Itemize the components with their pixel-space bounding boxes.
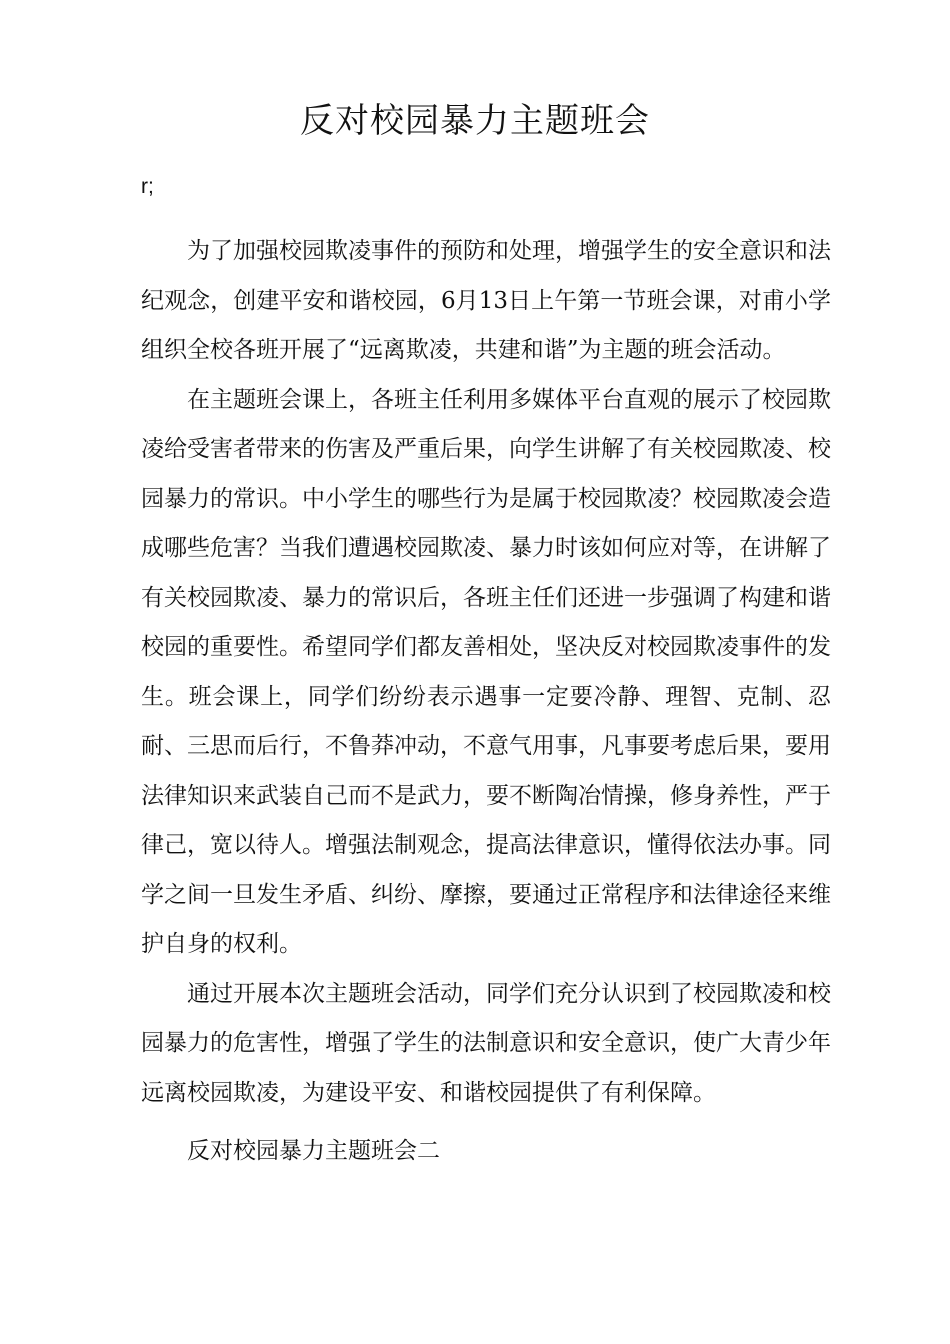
paragraph-conclusion: 通过开展本次主题班会活动，同学们充分认识到了校园欺凌和校园暴力的危害性，增强了学生的法制意识和安全意识，使广大青少年远离校园欺凌，为建设平安、和谐校园提供了有利保障。 — [141, 980, 831, 1106]
paragraph-intro: 为了加强校园欺凌事件的预防和处理，增强学生的安全意识和法纪观念，创建平安和谐校园，6月13日上午第一节班会课，对甫小学组织全校各班开展了“远离欺凌，共建和谐”为主题的班会活动。 — [141, 238, 831, 363]
paragraph-class-meeting: 在主题班会课上，各班主任利用多媒体平台直观的展示了校园欺凌给受害者带来的伤害及严重后果，向学生讲解了有关校园欺凌、校园暴力的常识。中小学生的哪些行为是属于校园欺凌？校园欺凌会造成哪些危害？当我们遭遇校园欺凌、暴力时该如何应对等，在讲解了有关校园欺凌、暴力的常识后，各班主任们还进一步强调了构建和谐校园的重要性。希望同学们都友善相处，坚决反对校园欺凌事件的发生。班会课上，同学们纷纷表示遇事一定要冷静、理智、克制、忍耐、三思而后行，不鲁莽冲动，不意气用事，凡事要考虑后果，要用法律知识来武装自己而不是武力，要不断陶冶情操，修身养性，严于律己，宽以待人。增强法制观念，提高法律意识，懂得依法办事。同学之间一旦发生矛盾、纠纷、摩擦，要通过正常程序和法律途径来维护自身的权利。 — [141, 386, 831, 957]
section-subheading: 反对校园暴力主题班会二 — [187, 1138, 440, 1164]
stray-text: r; — [141, 175, 154, 198]
document-title: 反对校园暴力主题班会 — [300, 101, 650, 141]
document-body — [141, 227, 831, 1118]
